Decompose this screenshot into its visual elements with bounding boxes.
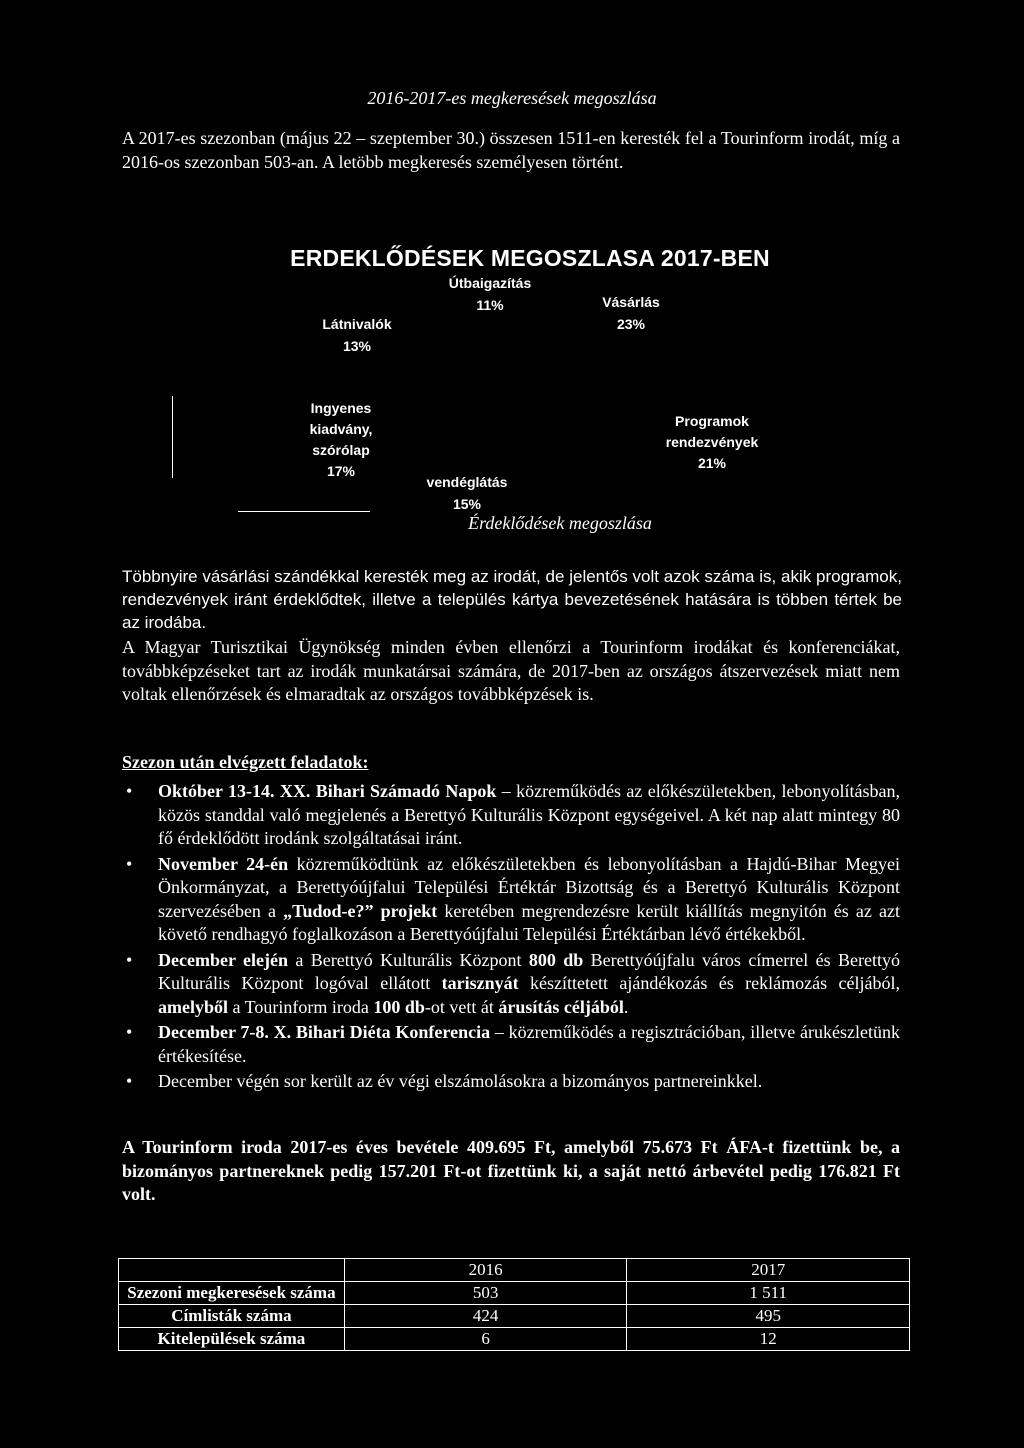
section-title: Szezon után elvégzett feladatok: xyxy=(122,752,369,772)
task-text: a Tourinform iroda xyxy=(228,996,374,1017)
slice-label: Útbaigazítás xyxy=(448,275,532,291)
table-cell: 495 xyxy=(627,1305,910,1328)
list-item xyxy=(122,1021,900,1068)
table-row-header: Szezoni megkeresések száma xyxy=(119,1282,345,1305)
table-cell: 503 xyxy=(344,1282,627,1305)
bullet-icon: • xyxy=(126,781,133,801)
chart-label-latnivalok xyxy=(302,313,412,357)
slice-label: Látnivalók xyxy=(322,316,392,332)
table-cell: 6 xyxy=(344,1328,627,1351)
table-row xyxy=(119,1328,910,1351)
task-bold: tarisznyát xyxy=(441,973,519,993)
task-bold: December 7-8. X. Bihari Diéta Konferencia xyxy=(158,1022,491,1042)
table-cell: 424 xyxy=(344,1305,627,1328)
task-text: -ot vett át xyxy=(424,996,499,1017)
task-bold: Október 13-14. XX. Bihari Számadó Napok xyxy=(158,781,497,801)
paragraph-1: Többnyire vásárlási szándékkal keresték meg az irodát, de jelentős volt azok száma is, akik programok, rendezvények iránt érdeklődtek, illetve a település kártya bevezetésének hatására is többen tértek be az irodába. xyxy=(122,567,902,632)
slice-value: 17% xyxy=(326,463,356,479)
task-text: December végén sor került az év végi elszámolásokra a bizományos partnereinkkel. xyxy=(158,1071,763,1091)
slice-value: 13% xyxy=(342,338,372,354)
table-header-row xyxy=(119,1259,910,1282)
task-bold: 800 db xyxy=(528,949,584,970)
caption-rule xyxy=(238,511,370,512)
paragraph-2: A Magyar Turisztikai Ügynökség minden évben ellenőrzi a Tourinform irodákat és konferenciákat, továbbképzéseket tart az irodák munkatársai számára, de 2017-ben az országos átszervezések miatt nem voltak ellenőrzések és elmaradtak az országos továbbképzések is. xyxy=(122,637,900,704)
task-text: Berettyóújfalu város címerrel és Berettyó Kulturális Központ logóval ellátott xyxy=(158,949,901,993)
slice-value: 11% xyxy=(476,297,504,313)
chart-label-ingyenes xyxy=(286,398,396,482)
task-bold: November 24-én xyxy=(158,853,289,874)
task-text: keretében megrendezésre került kiállítás megnyitón és az azt követő rendhagyó foglalkozáson a Berettyóújfalui Települési Értéktárban lévő értékekből. xyxy=(158,900,900,944)
chart-caption: Érdeklődések megoszlása xyxy=(468,513,652,533)
table-cell: 12 xyxy=(627,1328,910,1351)
table-row xyxy=(119,1282,910,1305)
bullet-icon: • xyxy=(126,1022,133,1042)
task-text: . xyxy=(623,996,629,1017)
task-bold: árusítás céljából xyxy=(498,996,624,1017)
bullet-icon: • xyxy=(126,1071,133,1091)
list-item xyxy=(122,780,900,851)
chart-label-utbaigazitas xyxy=(430,272,550,316)
list-item xyxy=(122,949,900,1020)
table-row-header: Címlisták száma xyxy=(119,1305,345,1328)
task-bold: December elején xyxy=(158,949,288,970)
table-header-cell: 2017 xyxy=(627,1259,910,1282)
task-text: készíttetett ajándékozás és reklámozás céljából, xyxy=(518,973,900,993)
stats-table xyxy=(118,1258,910,1351)
slice-label: Programok rendezvények xyxy=(665,413,759,450)
revenue-summary: A Tourinform iroda 2017-es éves bevétele 409.695 Ft, amelyből 75.673 Ft ÁFA-t fizettünk be, a bizományos partnereknek pedig 157.201 Ft-ot fizettünk ki, a saját nettó árbevétel pedig 176.821 Ft volt. xyxy=(122,1137,900,1204)
slice-value: 21% xyxy=(697,455,727,471)
slice-label: Vásárlás xyxy=(602,294,660,310)
table-row-header: Kitelepülések száma xyxy=(119,1328,345,1351)
task-text: – közreműködés az előkészületekben, lebonyolításban, közös standdal való megjelenés a Berettyó Kulturális Központ egységeivel. A két nap alatt mintegy 80 fő érdeklődött irodánk szolgáltatásai iránt. xyxy=(158,781,900,848)
task-bold: 100 db xyxy=(373,996,425,1017)
table-header-cell: 2016 xyxy=(344,1259,627,1282)
task-bold: amelyből xyxy=(158,996,228,1017)
list-item xyxy=(122,1070,900,1094)
bullet-icon: • xyxy=(126,853,133,874)
page-heading: 2016-2017-es megkeresések megoszlása xyxy=(367,88,657,108)
table-header-cell xyxy=(119,1259,345,1282)
task-list xyxy=(122,780,900,1096)
table-row xyxy=(119,1305,910,1328)
task-text: közreműködtünk az előkészületekben és lebonyolításban a Hajdú-Bihar Megyei Önkormányzat, a Berettyóújfalui Települési Értéktár Bizottság és a Berettyó Kulturális Központ szervezésében a xyxy=(158,853,900,921)
task-bold: „Tudod-e?” projekt xyxy=(283,900,438,921)
bullet-icon: • xyxy=(126,949,133,970)
slice-value: 15% xyxy=(452,496,482,512)
chart-label-programok xyxy=(642,411,782,474)
slice-label: vendéglátás xyxy=(426,474,508,490)
chart-border-left xyxy=(172,396,173,478)
table-cell: 1 511 xyxy=(627,1282,910,1305)
slice-value: 23% xyxy=(616,316,646,332)
chart-label-vasarlas xyxy=(576,291,686,335)
task-text: – közreműködés a regisztrációban, illetve árukészletünk értékesítése. xyxy=(158,1022,900,1066)
slice-label: Ingyenes kiadvány, szórólap xyxy=(309,400,373,458)
intro-paragraph: A 2017-es szezonban (május 22 – szeptember 30.) összesen 1511-en keresték fel a Tourinform irodát, míg a 2016-os szezonban 503-an. A letöbb megkeresés személyesen történt. xyxy=(122,128,900,172)
task-text: a Berettyó Kulturális Központ xyxy=(287,949,529,970)
chart-title: ERDEKLŐDÉSEK MEGOSZLASA 2017-BEN xyxy=(290,245,770,271)
list-item xyxy=(122,853,900,947)
chart-label-vendeglatas xyxy=(402,471,532,515)
